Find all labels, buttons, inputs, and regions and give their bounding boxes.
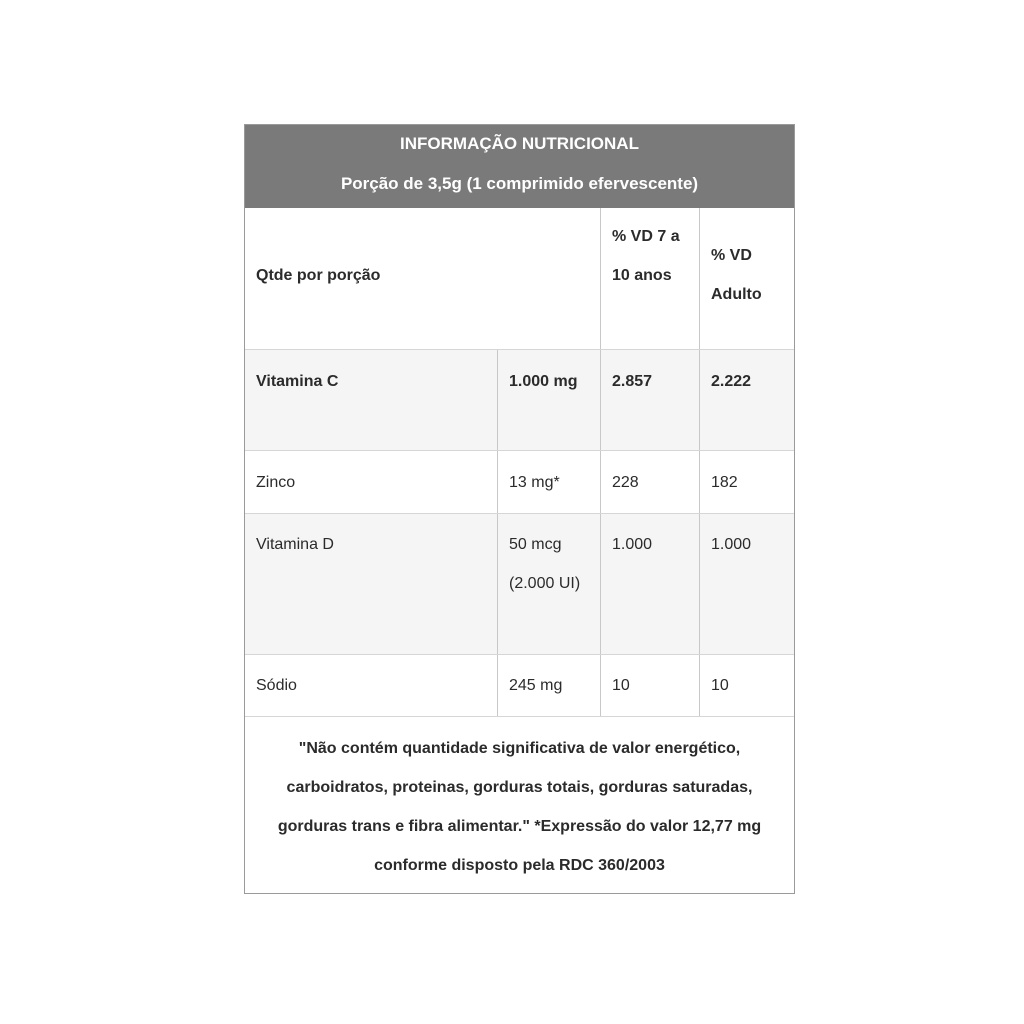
nutrient-name: Vitamina C (256, 373, 339, 390)
nutrient-vd-child: 1.000 (600, 514, 699, 654)
nutrient-name: Zinco (256, 474, 296, 491)
column-header-row (245, 208, 794, 349)
nutrient-vd-adult: 182 (699, 451, 794, 513)
vd-child-header: % VD 7 a 10 anos (600, 208, 699, 349)
nutrient-vd-child: 228 (600, 451, 699, 513)
table-footnote: "Não contém quantidade significativa de valor energético, carboidratos, proteinas, gorduras totais, gorduras saturadas, gorduras trans e fibra alimentar." *Expressão do valor 12,77 mg conforme disposto pela RDC 360/2003 (245, 716, 794, 893)
qty-per-serving-header: Qtde por porção (256, 267, 381, 284)
serving-size: Porção de 3,5g (1 comprimido efervescente) (340, 174, 699, 193)
nutrient-vd-adult: 10 (699, 655, 794, 716)
nutrient-amount: 13 mg* (497, 451, 600, 513)
nutrient-amount: 50 mcg (2.000 UI) (497, 514, 600, 654)
table-header (245, 125, 794, 208)
nutrient-amount: 1.000 mg (497, 350, 600, 450)
nutrition-facts-table (244, 124, 795, 894)
nutrient-vd-child: 10 (600, 655, 699, 716)
table-row (245, 654, 794, 716)
nutrient-name: Vitamina D (256, 536, 334, 553)
nutrient-amount: 245 mg (497, 655, 600, 716)
nutrient-vd-adult: 1.000 (699, 514, 794, 654)
nutrient-vd-child: 2.857 (600, 350, 699, 450)
table-row (245, 450, 794, 513)
vd-adult-header: % VD Adulto (699, 208, 794, 349)
table-title: INFORMAÇÃO NUTRICIONAL (400, 134, 639, 153)
table-row (245, 513, 794, 654)
nutrient-vd-adult: 2.222 (699, 350, 794, 450)
nutrient-name: Sódio (256, 677, 297, 694)
table-row (245, 349, 794, 450)
